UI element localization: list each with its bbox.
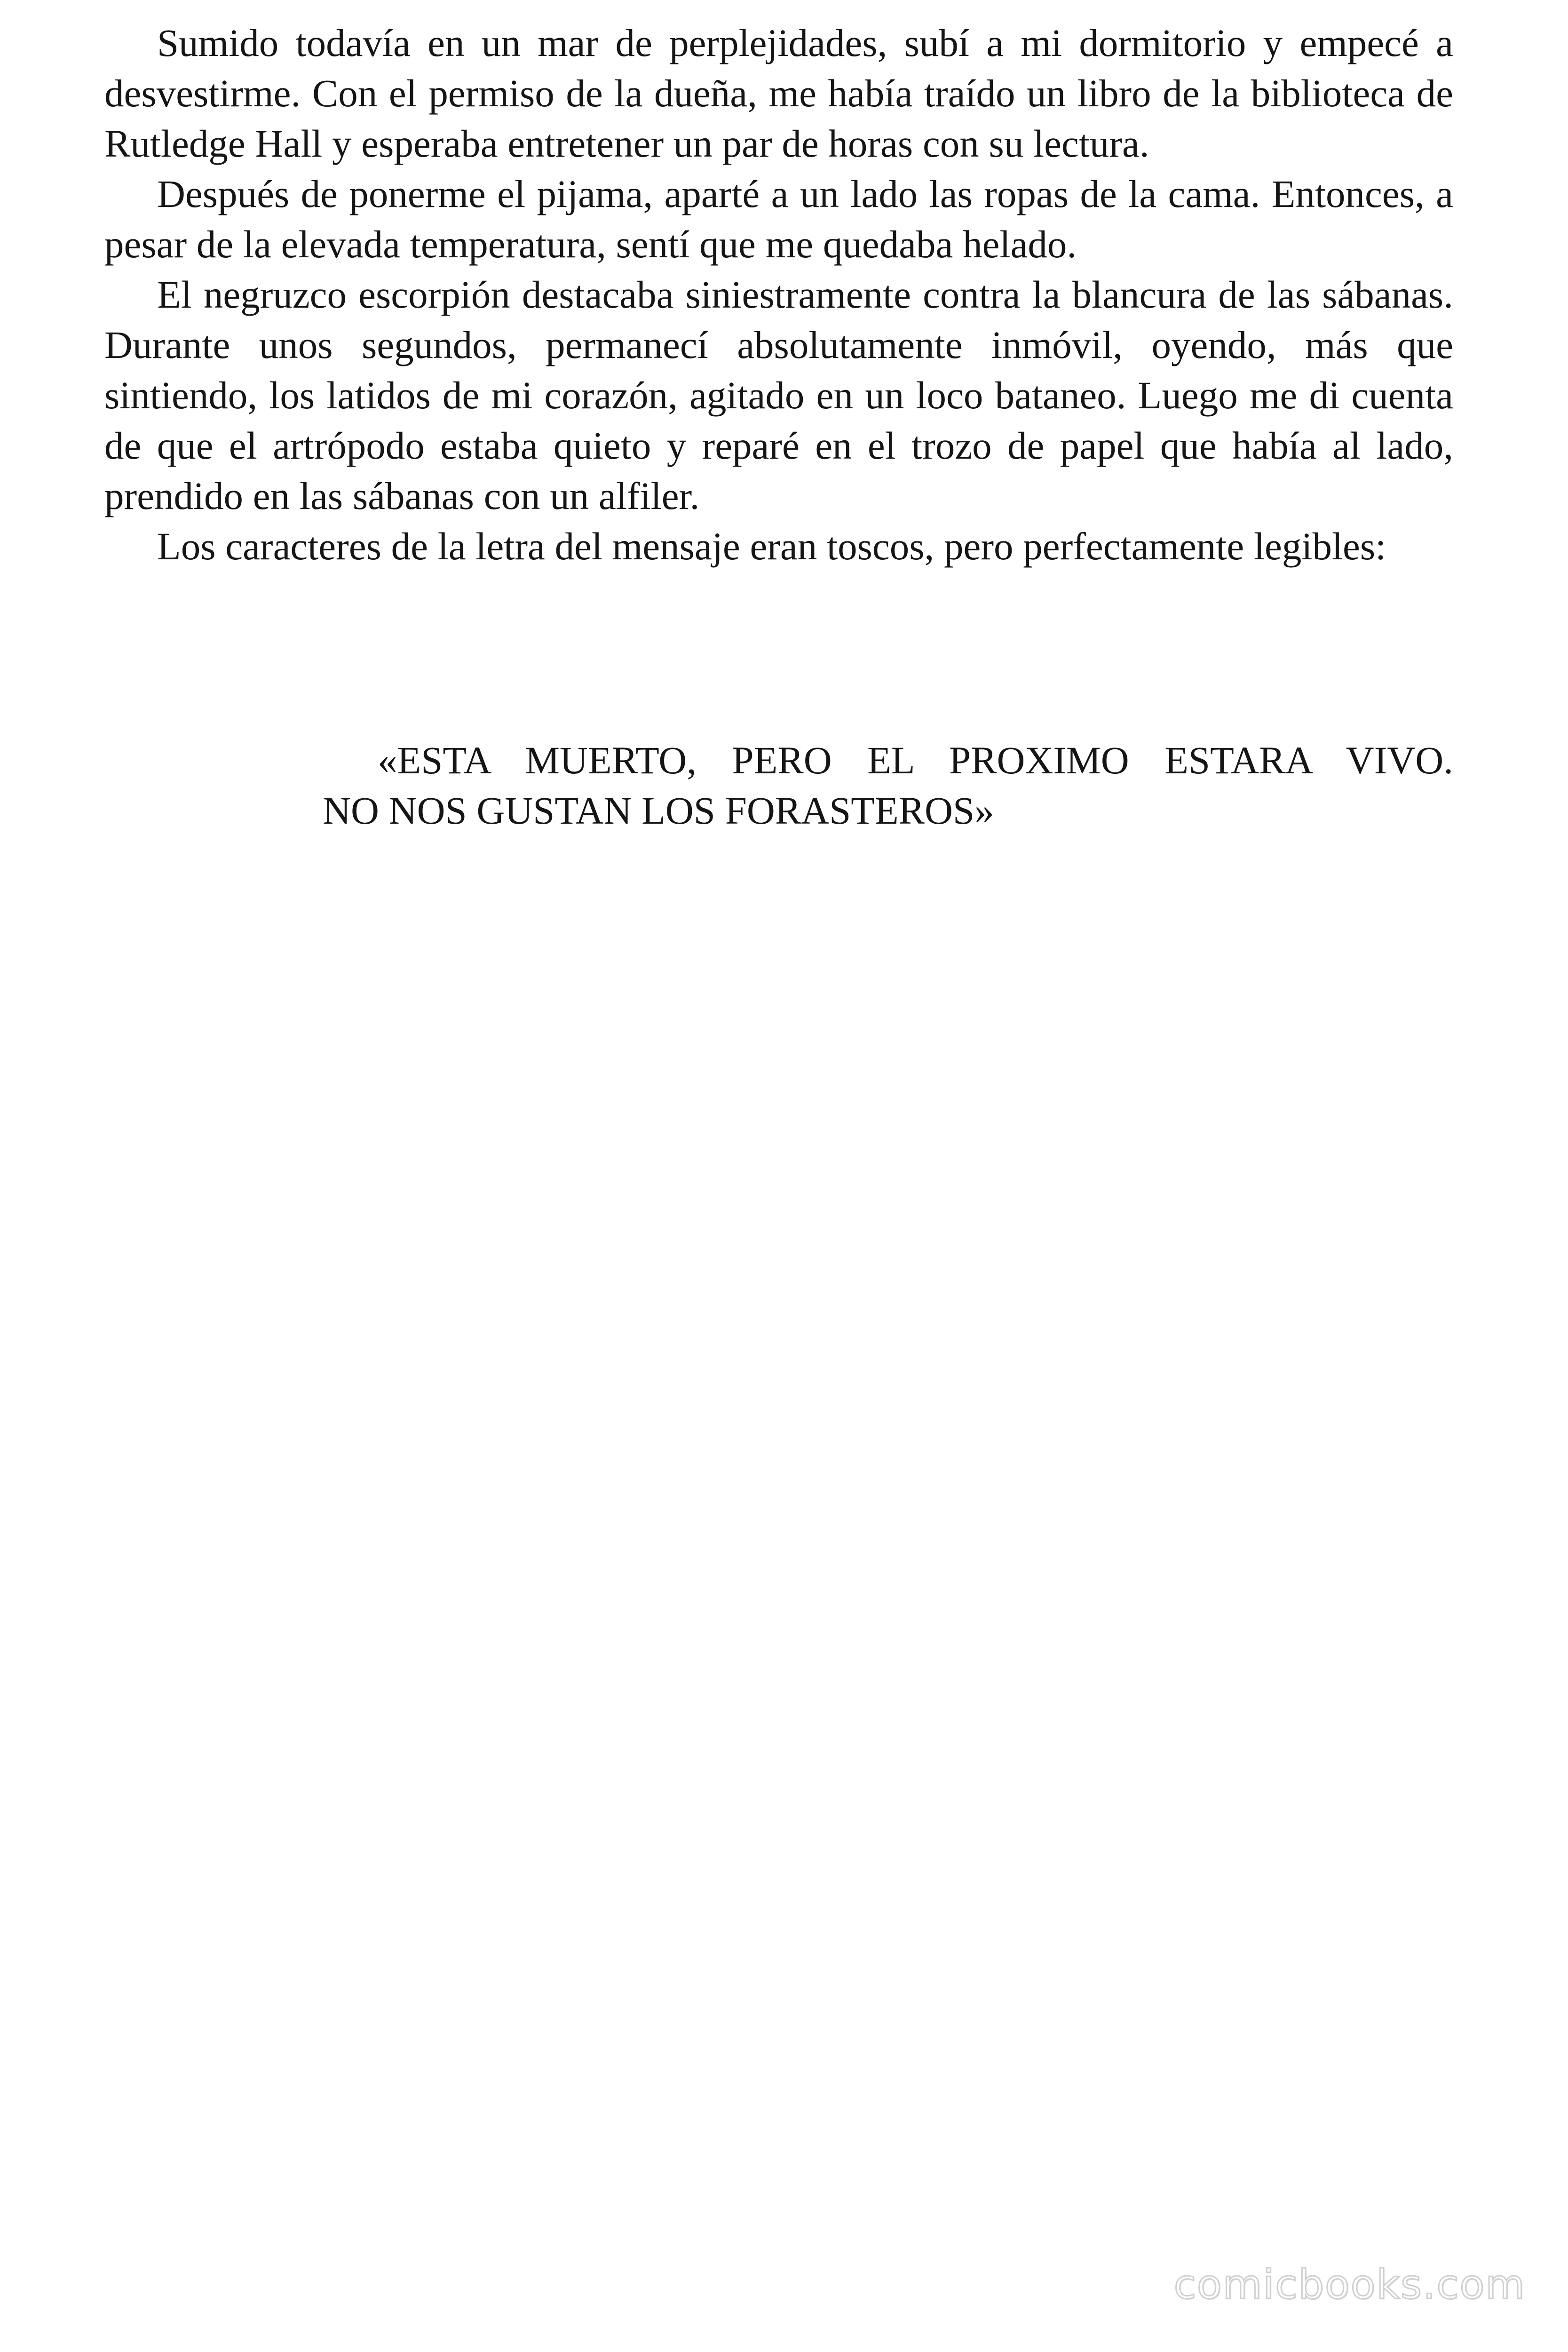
paragraph-1: Sumido todavía en un mar de perplejidades, subí a mi dormitorio y empecé a desvestirme. Con el permiso de la dueña, me había traído un libro de la biblioteca de Rutledge Hall y esperaba entretener un par de horas con su lectura. <box>104 21 1453 165</box>
paragraph-3: El negruzco escorpión destacaba siniestramente contra la blancura de las sábanas. Durante unos segundos, permanecí absolutamente inmóvil, oyendo, más que sintiendo, los latidos de mi corazón, agitado en un loco bataneo. Luego me di cuenta de que el artrópodo estaba quieto y reparé en el trozo de papel que había al lado, prendido en las sábanas con un alfiler. <box>104 273 1453 517</box>
paragraph-2: Después de ponerme el pijama, aparté a un lado las ropas de la cama. Entonces, a pesar de la elevada temperatura, sentí que me quedaba helado. <box>104 172 1453 266</box>
body-text <box>104 18 1453 572</box>
note-message-quote <box>323 735 1453 836</box>
quote-line-2: NO NOS GUSTAN LOS FORASTEROS» <box>323 789 994 832</box>
watermark-logo: comicbooks.com <box>1173 2261 1526 2308</box>
paragraph-4: Los caracteres de la letra del mensaje eran toscos, pero perfectamente legibles: <box>157 524 1386 568</box>
quote-line-1: «ESTA MUERTO, PERO EL PROXIMO ESTARA VIVO. <box>378 739 1453 782</box>
